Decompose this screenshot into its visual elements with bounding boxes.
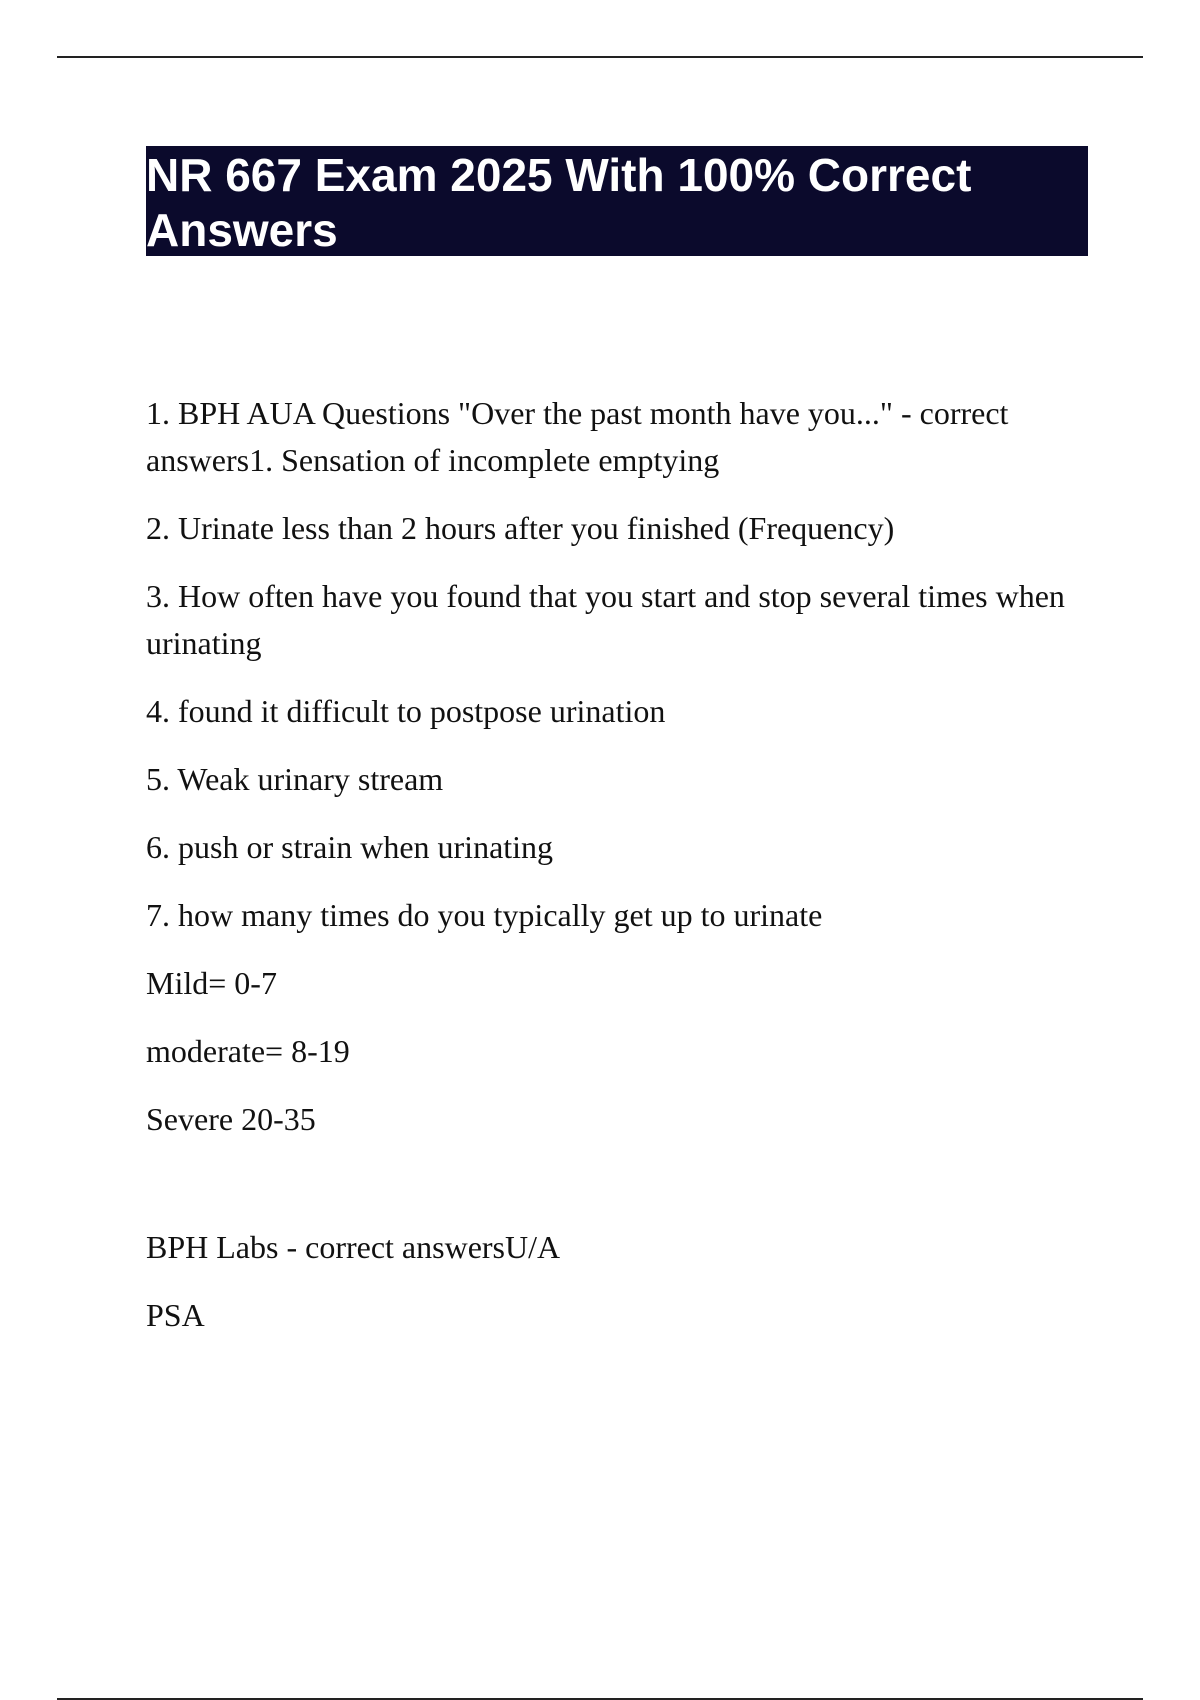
- paragraph-bph-labs: BPH Labs - correct answersU/A: [146, 1229, 561, 1265]
- paragraph-q3: 3. How often have you found that you start and stop several times when urinating: [146, 578, 1065, 661]
- paragraph-q2: 2. Urinate less than 2 hours after you finished (Frequency): [146, 510, 895, 546]
- top-rule: [57, 56, 1143, 58]
- paragraph-psa: PSA: [146, 1297, 205, 1333]
- paragraph-q6: 6. push or strain when urinating: [146, 829, 554, 865]
- paragraph-q5: 5. Weak urinary stream: [146, 761, 444, 797]
- paragraph-moderate: moderate= 8-19: [146, 1033, 350, 1069]
- document-body: [146, 390, 1086, 1339]
- paragraph-q4: 4. found it difficult to postpose urination: [146, 693, 666, 729]
- paragraph-mild: Mild= 0-7: [146, 965, 277, 1001]
- title-banner: [146, 146, 1088, 256]
- paragraph-q7: 7. how many times do you typically get up to urinate: [146, 897, 823, 933]
- paragraph-severe: Severe 20-35: [146, 1101, 316, 1137]
- paragraph-q1: 1. BPH AUA Questions "Over the past month have you..." - correct answers1. Sensation of incomplete emptying: [146, 395, 1009, 478]
- document-title: NR 667 Exam 2025 With 100% Correct Answers: [146, 149, 972, 256]
